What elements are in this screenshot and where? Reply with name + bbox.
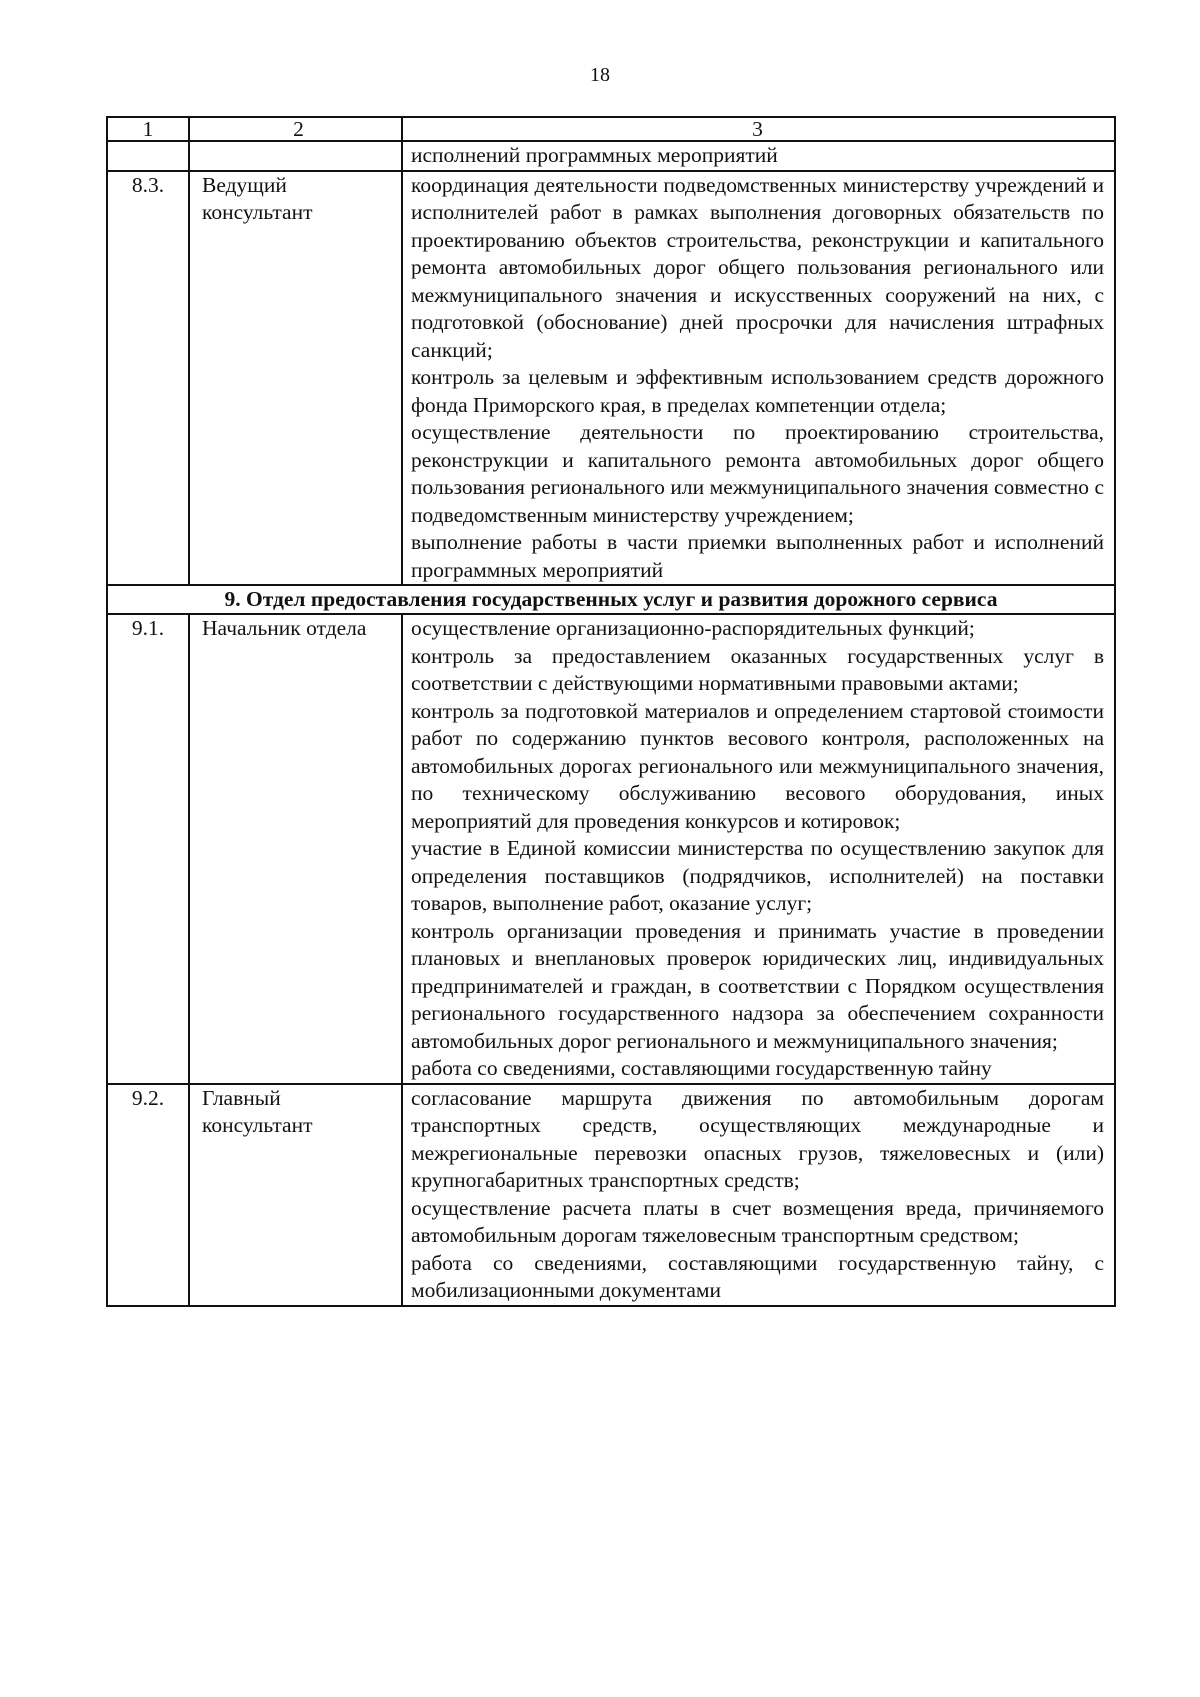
table-header-row <box>107 117 1115 141</box>
header-col-3: 3 <box>402 117 1115 141</box>
duties-cell <box>402 1084 1115 1306</box>
table-row-9-2 <box>107 1084 1115 1306</box>
duty-paragraph: работа со сведениями, составляющими государственную тайну, с мобилизационными документами <box>411 1250 1104 1302</box>
duty-paragraph: участие в Единой комиссии министерства по осуществлению закупок для определения поставщиков (подрядчиков, исполнителей) на поставки товаров, выполнение работ, оказание услуг; <box>411 836 1104 915</box>
header-col-2: 2 <box>189 117 402 141</box>
duty-paragraph: осуществление деятельности по проектированию строительства, реконструкции и капитального ремонта автомобильных дорог общего пользования регионального или межмуниципального значения совместно с подведомственным министерству учреждением; <box>411 420 1104 527</box>
page-number: 18 <box>590 64 610 86</box>
duty-paragraph: согласование маршрута движения по автомобильным дорогам транспортных средств, осуществляющих международные и межрегиональные перевозки опасных грузов, тяжеловесных и (или) крупногабаритных транспортных средств; <box>411 1085 1104 1192</box>
section-row <box>107 585 1115 614</box>
position-title <box>189 1084 402 1306</box>
duties-table <box>106 116 1116 1307</box>
continuation-text <box>402 141 1115 171</box>
position-title-text: Ведущий консультант <box>202 172 313 224</box>
duty-paragraph: контроль за подготовкой материалов и определением стартовой стоимости работ по содержанию пунктов весового контроля, расположенных на автомобильных дорогах регионального или межмуниципального значения, по техническому обслуживанию весового оборудования, иных мероприятий для проведения конкурсов и котировок; <box>411 698 1104 833</box>
duty-paragraph: выполнение работы в части приемки выполненных работ и исполнений программных мероприятий <box>411 530 1104 582</box>
duty-paragraph: осуществление расчета платы в счет возмещения вреда, причиняемого автомобильным дорогам тяжеловесным транспортным средством; <box>411 1195 1104 1247</box>
duty-paragraph: координация деятельности подведомственных министерству учреждений и исполнителей работ в рамках выполнения договорных обязательств по проектированию объектов строительства, реконструкции и капитального ремонта автомобильных дорог общего пользования регионального или межмуниципального значения и искусственных сооружений на них, с подготовкой (обоснование) дней просрочки для начисления штрафных санкций; <box>411 172 1104 362</box>
duties-cell <box>402 171 1115 586</box>
continuation-num-cell <box>107 141 189 171</box>
duties-cell <box>402 614 1115 1084</box>
table-row-8-3 <box>107 171 1115 586</box>
position-title: Начальник отдела <box>189 614 402 1084</box>
section-title: 9. Отдел предоставления государственных услуг и развития дорожного сервиса <box>107 585 1115 614</box>
row-number: 8.3. <box>107 171 189 586</box>
position-title <box>189 171 402 586</box>
duty-paragraph: контроль за предоставлением оказанных государственных услуг в соответствии с действующими нормативными правовыми актами; <box>411 643 1104 695</box>
row-number: 9.2. <box>107 1084 189 1306</box>
row-number: 9.1. <box>107 614 189 1084</box>
duty-paragraph: контроль организации проведения и принимать участие в проведении плановых и внеплановых проверок юридических лиц, индивидуальных предпринимателей и граждан, в соответствии с Порядком осуществления регионального государственного надзора за обеспечением сохранности автомобильных дорог регионального и межмуниципального значения; <box>411 918 1104 1053</box>
position-title-text: Главный консультант <box>202 1085 313 1137</box>
continuation-position-cell <box>189 141 402 171</box>
duty-paragraph: осуществление организационно-распорядительных функций; <box>411 616 975 640</box>
table-row-9-1 <box>107 614 1115 1084</box>
duty-paragraph: исполнений программных мероприятий <box>411 143 778 167</box>
duty-paragraph: контроль за целевым и эффективным использованием средств дорожного фонда Приморского края, в пределах компетенции отдела; <box>411 365 1104 417</box>
continuation-row <box>107 141 1115 171</box>
header-col-1: 1 <box>107 117 189 141</box>
duty-paragraph: работа со сведениями, составляющими государственную тайну <box>411 1056 992 1080</box>
